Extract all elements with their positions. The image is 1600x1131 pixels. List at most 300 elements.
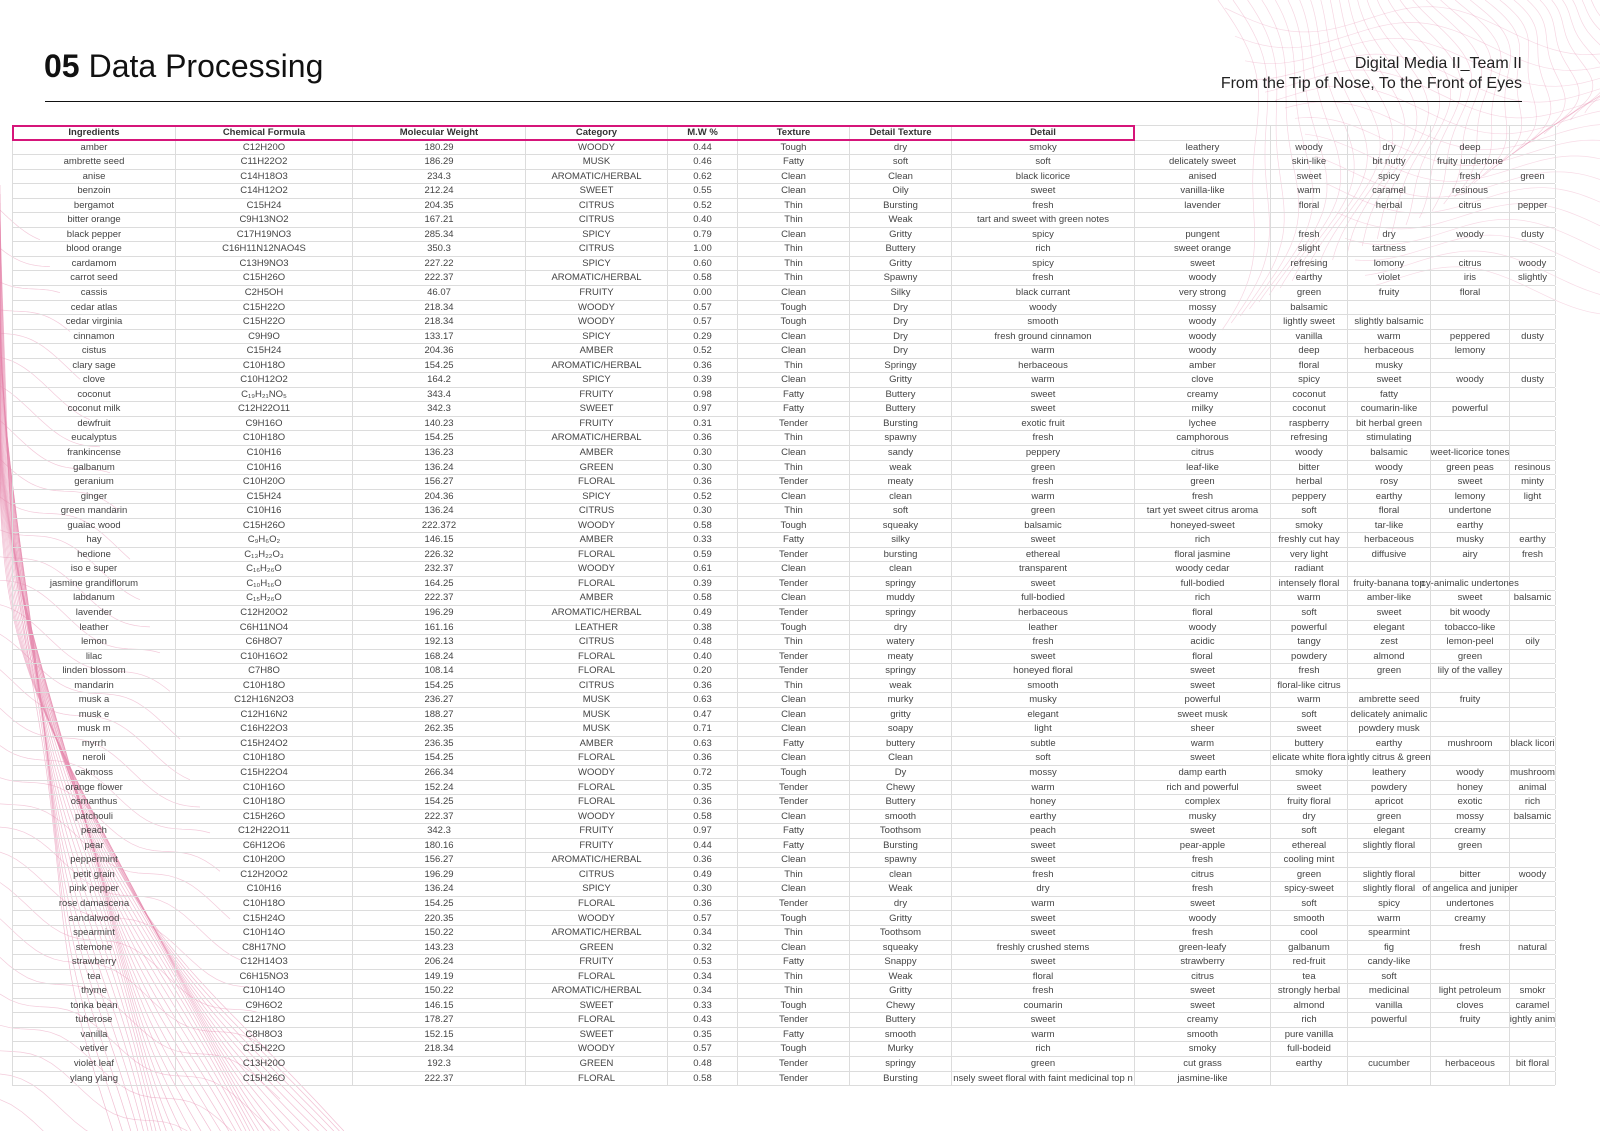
- cell-note-3: spearmint: [1348, 926, 1431, 940]
- cell-category: AMBER: [526, 533, 668, 547]
- cell-chemical-formula: C15H26O: [176, 271, 353, 285]
- cell-texture: Fatty: [738, 533, 850, 547]
- cell-chemical-formula: C10H16O2: [176, 650, 353, 664]
- cell-note-2: soft: [1271, 708, 1348, 722]
- cell-note-5: [1510, 1072, 1556, 1086]
- column-header-ingredient: Ingredients: [13, 126, 176, 140]
- cell-note-1: lavender: [1135, 199, 1271, 213]
- cell-ingredient: bitter orange: [13, 213, 176, 227]
- cell-chemical-formula: C17H19NO3: [176, 228, 353, 242]
- cell-texture: Tender: [738, 664, 850, 678]
- cell-note-5: smokr: [1510, 984, 1556, 998]
- cell-note-5: oily: [1510, 635, 1556, 649]
- cell-note-1: green-leafy: [1135, 941, 1271, 955]
- cell-detail-texture: Gritty: [850, 373, 952, 387]
- cell-ingredient: osmanthus: [13, 795, 176, 809]
- column-header-note-3: [1348, 126, 1431, 140]
- cell-note-4: green: [1431, 839, 1510, 853]
- cell-note-3: almond: [1348, 650, 1431, 664]
- cell-note-1: complex: [1135, 795, 1271, 809]
- cell-texture: Thin: [738, 504, 850, 518]
- cell-category: WOODY: [526, 315, 668, 329]
- cell-note-1: floral: [1135, 606, 1271, 620]
- cell-texture: Tough: [738, 141, 850, 155]
- cell-note-4: [1431, 242, 1510, 256]
- cell-note-1: mossy: [1135, 301, 1271, 315]
- cell-ingredient: pink pepper: [13, 882, 176, 896]
- cell-molecular-weight: 222.37: [353, 271, 526, 285]
- cell-note-1: rich: [1135, 533, 1271, 547]
- cell-molecular-weight: 150.22: [353, 926, 526, 940]
- cell-note-3: [1348, 1028, 1431, 1042]
- cell-detail: sweet: [952, 955, 1135, 969]
- cell-detail-texture: Bursting: [850, 1072, 952, 1086]
- table-row: [13, 461, 1555, 476]
- cell-detail-texture: murky: [850, 693, 952, 707]
- table-row: [13, 1042, 1555, 1057]
- cell-note-4: citrus: [1431, 257, 1510, 271]
- cell-texture: Tough: [738, 621, 850, 635]
- cell-chemical-formula: C9H16O: [176, 417, 353, 431]
- cell-note-5: bit floral: [1510, 1057, 1556, 1071]
- cell-note-3: powdery: [1348, 781, 1431, 795]
- cell-mw-percent: 0.79: [668, 228, 738, 242]
- cell-note-4: green peas: [1431, 461, 1510, 475]
- cell-detail: ethereal: [952, 548, 1135, 562]
- cell-detail: fresh: [952, 199, 1135, 213]
- cell-category: LEATHER: [526, 621, 668, 635]
- cell-molecular-weight: 206.24: [353, 955, 526, 969]
- cell-note-4: bitter: [1431, 868, 1510, 882]
- cell-detail-texture: Weak: [850, 882, 952, 896]
- cell-note-2: tea: [1271, 970, 1348, 984]
- cell-molecular-weight: 222.37: [353, 591, 526, 605]
- cell-category: WOODY: [526, 141, 668, 155]
- cell-detail: balsamic: [952, 519, 1135, 533]
- cell-detail: freshly crushed stems: [952, 941, 1135, 955]
- cell-note-2: green: [1271, 868, 1348, 882]
- cell-detail: woody: [952, 301, 1135, 315]
- table-row: [13, 693, 1555, 708]
- cell-category: AROMATIC/HERBAL: [526, 984, 668, 998]
- cell-category: SPICY: [526, 373, 668, 387]
- cell-category: AROMATIC/HERBAL: [526, 359, 668, 373]
- cell-note-1: lychee: [1135, 417, 1271, 431]
- cell-note-5: [1510, 141, 1556, 155]
- cell-note-4: mossy: [1431, 810, 1510, 824]
- cell-note-2: floral-like citrus: [1271, 679, 1348, 693]
- cell-mw-percent: 0.58: [668, 1072, 738, 1086]
- cell-ingredient: lavender: [13, 606, 176, 620]
- cell-note-4: bit woody: [1431, 606, 1510, 620]
- cell-texture: Clean: [738, 228, 850, 242]
- cell-detail: nsely sweet floral with faint medicinal top n: [952, 1072, 1135, 1086]
- cell-texture: Thin: [738, 635, 850, 649]
- cell-detail: fresh: [952, 271, 1135, 285]
- cell-category: FLORAL: [526, 1013, 668, 1027]
- cell-chemical-formula: C8H8O3: [176, 1028, 353, 1042]
- cell-molecular-weight: 167.21: [353, 213, 526, 227]
- cell-chemical-formula: C15H24O: [176, 911, 353, 925]
- cell-detail: sweet: [952, 926, 1135, 940]
- column-header-note-1: [1135, 126, 1271, 140]
- cell-note-1: anised: [1135, 170, 1271, 184]
- cell-note-5: [1510, 286, 1556, 300]
- cell-detail-texture: soft: [850, 504, 952, 518]
- cell-note-2: sweet: [1271, 781, 1348, 795]
- cell-texture: Clean: [738, 882, 850, 896]
- cell-note-1: sweet: [1135, 999, 1271, 1013]
- cell-ingredient: stemone: [13, 941, 176, 955]
- cell-note-4: fresh: [1431, 170, 1510, 184]
- cell-ingredient: iso e super: [13, 562, 176, 576]
- cell-note-4: [1431, 359, 1510, 373]
- cell-note-2: cooling mint: [1271, 853, 1348, 867]
- cell-molecular-weight: 140.23: [353, 417, 526, 431]
- cell-category: GREEN: [526, 941, 668, 955]
- cell-mw-percent: 0.58: [668, 519, 738, 533]
- cell-category: WOODY: [526, 519, 668, 533]
- table-row: [13, 548, 1555, 563]
- cell-category: WOODY: [526, 562, 668, 576]
- column-header-note-2: [1271, 126, 1348, 140]
- cell-ingredient: vetiver: [13, 1042, 176, 1056]
- cell-category: SWEET: [526, 999, 668, 1013]
- table-row: [13, 766, 1555, 781]
- cell-mw-percent: 0.34: [668, 984, 738, 998]
- cell-mw-percent: 0.58: [668, 810, 738, 824]
- cell-molecular-weight: 150.22: [353, 984, 526, 998]
- cell-note-1: pear-apple: [1135, 839, 1271, 853]
- table-row: [13, 344, 1555, 359]
- cell-ingredient: myrrh: [13, 737, 176, 751]
- cell-detail: sweet: [952, 184, 1135, 198]
- cell-note-3: fruity: [1348, 286, 1431, 300]
- cell-note-3: bit nutty: [1348, 155, 1431, 169]
- cell-note-5: [1510, 213, 1556, 227]
- cell-note-3: sweet: [1348, 373, 1431, 387]
- table-row: [13, 664, 1555, 679]
- cell-mw-percent: 0.34: [668, 926, 738, 940]
- cell-mw-percent: 0.35: [668, 1028, 738, 1042]
- cell-note-3: delicately animalic: [1348, 708, 1431, 722]
- cell-chemical-formula: C2H5OH: [176, 286, 353, 300]
- table-row: [13, 591, 1555, 606]
- cell-molecular-weight: 136.24: [353, 882, 526, 896]
- cell-note-1: jasmine-like: [1135, 1072, 1271, 1086]
- cell-detail: black currant: [952, 286, 1135, 300]
- cell-chemical-formula: C15H24: [176, 344, 353, 358]
- cell-molecular-weight: 266.34: [353, 766, 526, 780]
- cell-chemical-formula: C15H22O4: [176, 766, 353, 780]
- cell-texture: Fatty: [738, 839, 850, 853]
- cell-note-5: [1510, 621, 1556, 635]
- cell-texture: Clean: [738, 693, 850, 707]
- cell-note-2: sweet: [1271, 722, 1348, 736]
- cell-category: SPICY: [526, 257, 668, 271]
- table-row: [13, 199, 1555, 214]
- cell-note-1: floral: [1135, 650, 1271, 664]
- table-row: [13, 533, 1555, 548]
- cell-note-1: fresh: [1135, 882, 1271, 896]
- cell-detail-texture: clean: [850, 490, 952, 504]
- cell-category: FLORAL: [526, 751, 668, 765]
- cell-mw-percent: 0.48: [668, 635, 738, 649]
- cell-note-2: sweet: [1271, 170, 1348, 184]
- cell-mw-percent: 0.52: [668, 199, 738, 213]
- cell-detail-texture: squeaky: [850, 941, 952, 955]
- cell-texture: Tender: [738, 417, 850, 431]
- cell-note-2: very light: [1271, 548, 1348, 562]
- cell-mw-percent: 0.97: [668, 402, 738, 416]
- cell-ingredient: cinnamon: [13, 330, 176, 344]
- cell-category: WOODY: [526, 766, 668, 780]
- cell-note-1: smoky: [1135, 1042, 1271, 1056]
- cell-ingredient: musk m: [13, 722, 176, 736]
- cell-note-2: warm: [1271, 184, 1348, 198]
- cell-texture: Clean: [738, 751, 850, 765]
- table-header-row: [13, 126, 1555, 141]
- cell-detail: sweet: [952, 533, 1135, 547]
- cell-ingredient: guaiac wood: [13, 519, 176, 533]
- cell-mw-percent: 0.59: [668, 548, 738, 562]
- cell-ingredient: coconut: [13, 388, 176, 402]
- cell-note-5: [1510, 751, 1556, 765]
- cell-detail: full-bodied: [952, 591, 1135, 605]
- table-row: [13, 941, 1555, 956]
- cell-mw-percent: 0.36: [668, 359, 738, 373]
- cell-note-2: buttery: [1271, 737, 1348, 751]
- cell-note-2: earthy: [1271, 271, 1348, 285]
- cell-note-3: leathery: [1348, 766, 1431, 780]
- cell-note-4: [1431, 708, 1510, 722]
- cell-detail: black licorice: [952, 170, 1135, 184]
- table-row: [13, 431, 1555, 446]
- cell-note-5: [1510, 155, 1556, 169]
- cell-chemical-formula: C15H22O: [176, 1042, 353, 1056]
- cell-detail-texture: smooth: [850, 1028, 952, 1042]
- cell-molecular-weight: 146.15: [353, 533, 526, 547]
- table-row: [13, 999, 1555, 1014]
- cell-ingredient: pear: [13, 839, 176, 853]
- cell-detail: herbaceous: [952, 359, 1135, 373]
- cell-note-1: very strong: [1135, 286, 1271, 300]
- cell-mw-percent: 0.33: [668, 533, 738, 547]
- cell-category: CITRUS: [526, 504, 668, 518]
- cell-detail: dry: [952, 882, 1135, 896]
- cell-mw-percent: 0.40: [668, 650, 738, 664]
- cell-note-1: sheer: [1135, 722, 1271, 736]
- cell-note-4: citrus: [1431, 199, 1510, 213]
- cell-category: FLORAL: [526, 650, 668, 664]
- table-row: [13, 301, 1555, 316]
- cell-note-1: clove: [1135, 373, 1271, 387]
- cell-note-5: resinous: [1510, 461, 1556, 475]
- cell-detail-texture: Dry: [850, 315, 952, 329]
- cell-chemical-formula: C16H22O3: [176, 722, 353, 736]
- cell-texture: Tender: [738, 1057, 850, 1071]
- cell-detail: subtle: [952, 737, 1135, 751]
- cell-category: GREEN: [526, 461, 668, 475]
- cell-texture: Clean: [738, 591, 850, 605]
- cell-mw-percent: 0.43: [668, 1013, 738, 1027]
- cell-chemical-formula: C12H20O: [176, 141, 353, 155]
- cell-note-1: warm: [1135, 737, 1271, 751]
- table-row: [13, 722, 1555, 737]
- cell-chemical-formula: C9H13NO2: [176, 213, 353, 227]
- cell-ingredient: dewfruit: [13, 417, 176, 431]
- cell-note-5: [1510, 402, 1556, 416]
- cell-molecular-weight: 156.27: [353, 853, 526, 867]
- cell-ingredient: lemon: [13, 635, 176, 649]
- cell-ingredient: frankincense: [13, 446, 176, 460]
- cell-note-2: deep: [1271, 344, 1348, 358]
- cell-note-3: candy-like: [1348, 955, 1431, 969]
- cell-note-5: [1510, 388, 1556, 402]
- cell-note-5: [1510, 242, 1556, 256]
- table-row: [13, 868, 1555, 883]
- cell-note-1: woody: [1135, 271, 1271, 285]
- cell-note-1: vanilla-like: [1135, 184, 1271, 198]
- mesh-line: [1585, 0, 1600, 113]
- cell-detail: warm: [952, 897, 1135, 911]
- cell-note-2: soft: [1271, 606, 1348, 620]
- cell-note-2: raspberry: [1271, 417, 1348, 431]
- cell-note-3: powerful: [1348, 1013, 1431, 1027]
- cell-molecular-weight: 262.35: [353, 722, 526, 736]
- cell-note-3: dry: [1348, 141, 1431, 155]
- cell-note-5: [1510, 417, 1556, 431]
- table-row: [13, 751, 1555, 766]
- cell-note-3: soft: [1348, 970, 1431, 984]
- cell-note-3: green: [1348, 810, 1431, 824]
- cell-note-4: undertones: [1431, 897, 1510, 911]
- cell-detail-texture: Buttery: [850, 1013, 952, 1027]
- cell-ingredient: leather: [13, 621, 176, 635]
- cell-detail: honeyed floral: [952, 664, 1135, 678]
- section-number: 05: [44, 48, 80, 84]
- cell-note-2: soft: [1271, 824, 1348, 838]
- cell-note-2: green: [1271, 286, 1348, 300]
- cell-texture: Clean: [738, 330, 850, 344]
- cell-texture: Thin: [738, 926, 850, 940]
- cell-molecular-weight: 232.37: [353, 562, 526, 576]
- cell-note-5: [1510, 431, 1556, 445]
- table-row: [13, 373, 1555, 388]
- cell-note-5: [1510, 1042, 1556, 1056]
- cell-category: FRUITY: [526, 388, 668, 402]
- cell-detail-texture: weak: [850, 461, 952, 475]
- table-row: [13, 184, 1555, 199]
- cell-note-5: [1510, 315, 1556, 329]
- cell-note-5: fresh: [1510, 548, 1556, 562]
- cell-note-5: [1510, 344, 1556, 358]
- cell-chemical-formula: C10H18O: [176, 795, 353, 809]
- cell-note-1: fresh: [1135, 490, 1271, 504]
- cell-note-2: coconut: [1271, 388, 1348, 402]
- cell-detail: fresh: [952, 635, 1135, 649]
- cell-note-3: [1348, 562, 1431, 576]
- cell-note-2: smooth: [1271, 911, 1348, 925]
- cell-ingredient: geranium: [13, 475, 176, 489]
- cell-note-1: creamy: [1135, 1013, 1271, 1027]
- cell-texture: Tender: [738, 1013, 850, 1027]
- cell-ingredient: black pepper: [13, 228, 176, 242]
- cell-mw-percent: 0.44: [668, 141, 738, 155]
- cell-molecular-weight: 154.25: [353, 359, 526, 373]
- cell-chemical-formula: C14H12O2: [176, 184, 353, 198]
- cell-chemical-formula: C10H14O: [176, 984, 353, 998]
- cell-texture: Thin: [738, 970, 850, 984]
- cell-detail-texture: clean: [850, 562, 952, 576]
- cell-detail-texture: Snappy: [850, 955, 952, 969]
- cell-texture: Tender: [738, 475, 850, 489]
- cell-chemical-formula: C15H26O: [176, 810, 353, 824]
- cell-mw-percent: 0.30: [668, 446, 738, 460]
- cell-note-1: sweet musk: [1135, 708, 1271, 722]
- cell-ingredient: petit grain: [13, 868, 176, 882]
- cell-texture: Clean: [738, 562, 850, 576]
- cell-detail-texture: buttery: [850, 737, 952, 751]
- table-row: [13, 446, 1555, 461]
- cell-mw-percent: 0.36: [668, 897, 738, 911]
- page-title: [44, 46, 323, 86]
- cell-note-5: [1510, 708, 1556, 722]
- cell-category: FRUITY: [526, 839, 668, 853]
- cell-texture: Tough: [738, 301, 850, 315]
- cell-mw-percent: 0.39: [668, 373, 738, 387]
- cell-ingredient: thyme: [13, 984, 176, 998]
- cell-ingredient: rose damascena: [13, 897, 176, 911]
- cell-detail: sweet: [952, 577, 1135, 591]
- cell-note-2: freshly cut hay: [1271, 533, 1348, 547]
- cell-detail-texture: Bursting: [850, 199, 952, 213]
- cell-ingredient: cassis: [13, 286, 176, 300]
- cell-note-2: fresh: [1271, 664, 1348, 678]
- cell-note-3: herbal: [1348, 199, 1431, 213]
- cell-texture: Fatty: [738, 955, 850, 969]
- cell-chemical-formula: C12H16N2O3: [176, 693, 353, 707]
- cell-detail: honey: [952, 795, 1135, 809]
- cell-detail: leather: [952, 621, 1135, 635]
- cell-mw-percent: 0.47: [668, 708, 738, 722]
- cell-mw-percent: 0.48: [668, 1057, 738, 1071]
- cell-note-5: dusty: [1510, 373, 1556, 387]
- cell-note-3: [1348, 1042, 1431, 1056]
- cell-note-2: skin-like: [1271, 155, 1348, 169]
- cell-mw-percent: 0.32: [668, 941, 738, 955]
- cell-note-2: soft: [1271, 504, 1348, 518]
- cell-note-3: ightly citrus & green: [1347, 752, 1431, 764]
- table-row: [13, 737, 1555, 752]
- cell-texture: Clean: [738, 708, 850, 722]
- cell-molecular-weight: 236.35: [353, 737, 526, 751]
- cell-detail-texture: squeaky: [850, 519, 952, 533]
- cell-detail-texture: Buttery: [850, 402, 952, 416]
- cell-note-3: balsamic: [1348, 446, 1431, 460]
- cell-note-2: powerful: [1271, 621, 1348, 635]
- cell-note-5: rich: [1510, 795, 1556, 809]
- table-row: [13, 519, 1555, 534]
- cell-molecular-weight: 227.22: [353, 257, 526, 271]
- cell-chemical-formula: C10H14O: [176, 926, 353, 940]
- cell-detail-texture: Toothsom: [850, 824, 952, 838]
- cell-detail: warm: [952, 373, 1135, 387]
- cell-detail: elegant: [952, 708, 1135, 722]
- cell-molecular-weight: 222.37: [353, 810, 526, 824]
- cell-molecular-weight: 156.27: [353, 475, 526, 489]
- cell-detail-texture: muddy: [850, 591, 952, 605]
